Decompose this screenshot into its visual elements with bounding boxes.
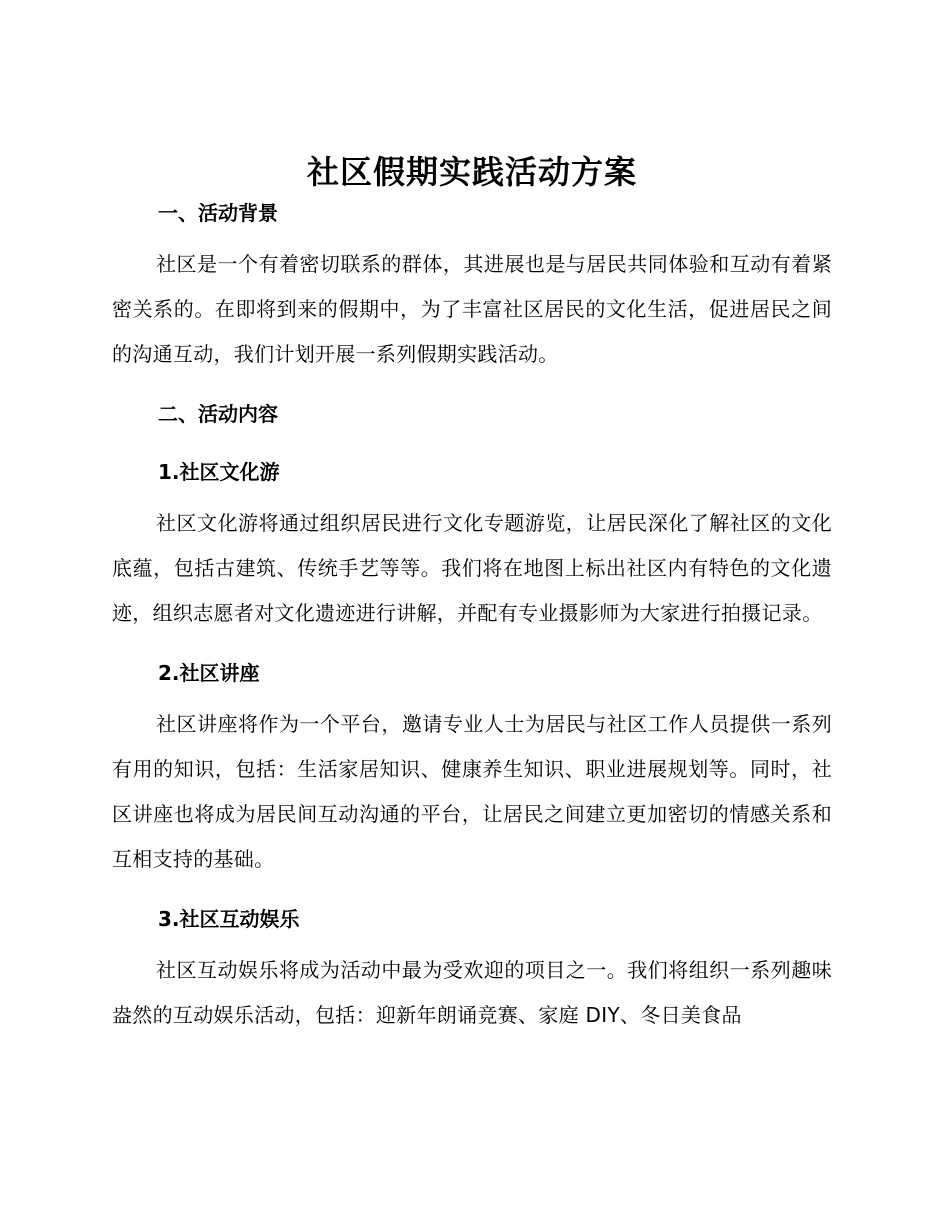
section-heading-background: 一、活动背景 — [158, 201, 278, 225]
paragraph-lecture: 社区讲座将作为一个平台，邀请专业人士为居民与社区工作人员提供一系列有用的知识，包括：生活家居知识、健康养生知识、职业进展规划等。同时，社区讲座也将成为居民间互动沟通的平台，让居民之间建立更加密切的情感关系和互相支持的基础。 — [112, 712, 832, 871]
subheading-culture-tour: 1.社区文化游 — [158, 460, 280, 484]
paragraph-culture-tour: 社区文化游将通过组织居民进行文化专题游览，让居民深化了解社区的文化底蕴，包括古建筑、传统手艺等等。我们将在地图上标出社区内有特色的文化遗迹，组织志愿者对文化遗迹进行讲解，并配有专业摄影师为大家进行拍摄记录。 — [112, 511, 832, 625]
section-heading-content: 二、活动内容 — [158, 402, 278, 426]
subheading-entertainment: 3.社区互动娱乐 — [158, 907, 300, 931]
paragraph-entertainment: 社区互动娱乐将成为活动中最为受欢迎的项目之一。我们将组织一系列趣味盎然的互动娱乐活动，包括：迎新年朗诵竞赛、家庭 DIY、冬日美食品 — [112, 958, 832, 1027]
document-body — [112, 150, 832, 1038]
subheading-lecture: 2.社区讲座 — [158, 661, 260, 685]
page-title: 社区假期实践活动方案 — [306, 153, 637, 191]
paragraph-background: 社区是一个有着密切联系的群体，其进展也是与居民共同体验和互动有着紧密关系的。在即将到来的假期中，为了丰富社区居民的文化生活，促进居民之间的沟通互动，我们计划开展一系列假期实践活动。 — [112, 252, 832, 366]
